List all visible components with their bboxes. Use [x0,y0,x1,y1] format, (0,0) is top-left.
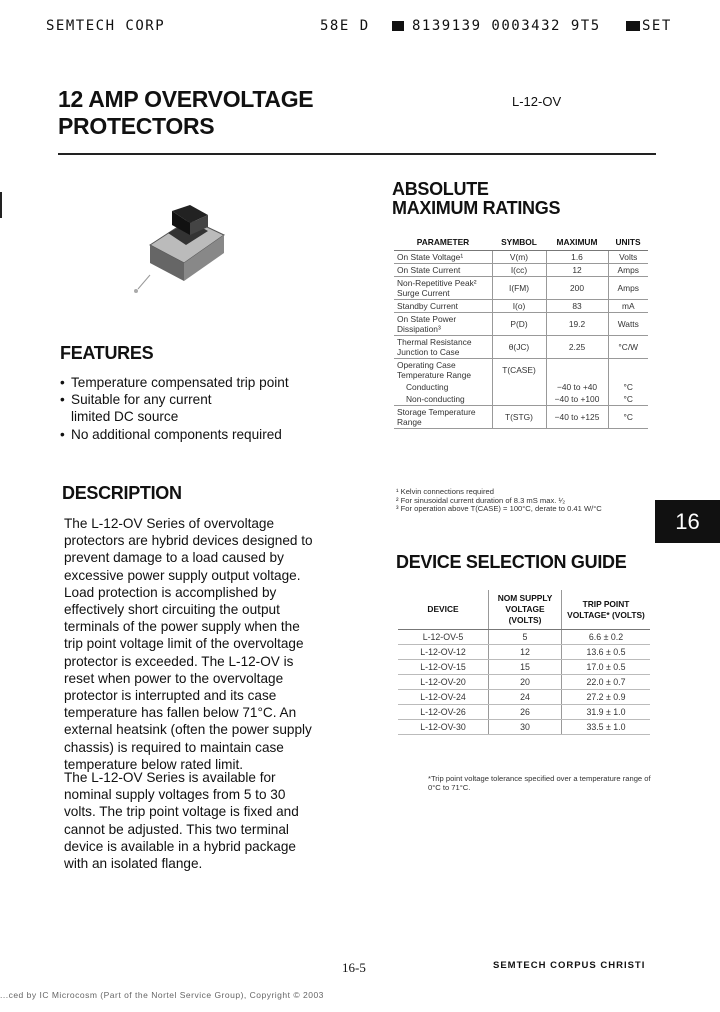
cell-device: L-12-OV-24 [398,690,489,705]
table-row [398,720,650,735]
cell-symbol: I(cc) [492,264,546,277]
cell-parameter: On State Voltage¹ [394,251,492,264]
page-title [58,86,313,140]
cell-nom: 15 [489,660,562,675]
cell-trip: 31.9 ± 1.0 [562,705,651,720]
description-paragraph-1: The L-12-OV Series of overvoltage protectors are hybrid devices designed to prevent damage to a load caused by excessive power supply output voltage. Load protection is accomplished by effectively short circuiting the output terminals of the power supply when the trip point voltage limit of the overvoltage protector is exceeded. The L-12-OV is reset when power to the overvoltage protector is interrupted and its case temperature has fallen below 71°C. An external heatsink (often the power supply chassis) is required to maintain case temperature below rated limit. [64,516,313,772]
header-code-right: SET [642,18,672,34]
feature-item: • Suitable for any current limited DC source [60,391,310,425]
cell-symbol: I(o) [492,300,546,313]
cell-symbol [492,393,546,406]
header-code-numbers: 8139139 0003432 9T5 [412,18,601,34]
cell-trip: 33.5 ± 1.0 [562,720,651,735]
title-line-1: 12 AMP OVERVOLTAGE [58,86,314,112]
table-row [398,630,650,645]
description-heading: DESCRIPTION [62,483,182,503]
cell-device: L-12-OV-26 [398,705,489,720]
header-block-mark [392,21,404,31]
cell-units: °C/W [608,336,648,359]
ratings-note: ² For sinusoidal current duration of 8.3 mS max. ¹⁄₂ [396,495,566,505]
table-row [394,313,648,336]
cell-parameter: On State Current [394,264,492,277]
margin-mark [0,192,5,218]
table-row [394,251,648,264]
col-symbol: SYMBOL [492,234,546,251]
ratings-table [394,234,648,429]
cell-maximum [546,359,608,382]
table-row [394,264,648,277]
cell-nom: 30 [489,720,562,735]
col-maximum: MAXIMUM [546,234,608,251]
cell-nom: 5 [489,630,562,645]
cell-device: L-12-OV-30 [398,720,489,735]
cell-parameter: Non-conducting [394,393,492,406]
cell-device: L-12-OV-5 [398,630,489,645]
cell-units: Amps [608,264,648,277]
table-row [394,381,648,393]
part-number: L-12-OV [512,94,562,109]
col-nom-supply: NOM SUPPLY VOLTAGE (VOLTS) [489,590,562,630]
table-row [398,690,650,705]
header-block-mark-2 [626,21,640,31]
selection-heading: DEVICE SELECTION GUIDE [396,552,627,572]
device-photo [128,205,238,300]
cell-maximum: 2.25 [546,336,608,359]
cell-device: L-12-OV-12 [398,645,489,660]
cell-parameter: Standby Current [394,300,492,313]
header-company: SEMTECH CORP [46,18,166,34]
table-row [394,393,648,406]
ratings-heading-line-2: MAXIMUM RATINGS [392,198,561,218]
scan-notice: ...ced by IC Microcosm (Part of the Nortel Service Group), Copyright © 2003 [0,990,324,1000]
footer-company: SEMTECH CORPUS CHRISTI [493,960,646,971]
cell-maximum: 83 [546,300,608,313]
cell-symbol: V(m) [492,251,546,264]
cell-symbol [492,381,546,393]
table-row [398,660,650,675]
selection-header-row [398,590,650,630]
selection-note: *Trip point voltage tolerance specified over a temperature range of 0°C to 71°C. [428,774,651,792]
cell-parameter: Conducting [406,382,449,392]
cell-parameter: Operating Case Temperature Range [397,360,472,380]
cell-device: L-12-OV-15 [398,660,489,675]
title-rule [58,153,656,155]
section-tab: 16 [655,500,720,543]
cell-symbol: T(CASE) [492,359,546,382]
cell-units: °C [608,381,648,393]
cell-maximum: −40 to +125 [546,406,608,429]
table-row [394,300,648,313]
col-trip-point: TRIP POINT VOLTAGE* (VOLTS) [562,590,651,630]
cell-trip: 17.0 ± 0.5 [562,660,651,675]
cell-device: L-12-OV-20 [398,675,489,690]
col-device: DEVICE [398,590,489,630]
table-row [398,705,650,720]
cell-parameter: On State Power Dissipation³ [394,313,492,336]
cell-nom: 20 [489,675,562,690]
cell-maximum: 1.6 [546,251,608,264]
cell-units [608,359,648,382]
feature-item: • Temperature compensated trip point [60,374,310,391]
description-paragraph-2: The L-12-OV Series is available for nominal supply voltages from 5 to 30 volts. The trip point voltage is fixed and cannot be adjusted. This two terminal device is available in a hybrid package with an isolated flange. [64,770,299,872]
cell-units: Watts [608,313,648,336]
cell-symbol: P(D) [492,313,546,336]
cell-parameter: Thermal Resistance Junction to Case [394,336,492,359]
cell-trip: 13.6 ± 0.5 [562,645,651,660]
ratings-heading [392,180,560,218]
cell-nom: 12 [489,645,562,660]
features-list [60,374,310,443]
cell-trip: 22.0 ± 0.7 [562,675,651,690]
cell-symbol: I(FM) [492,277,546,300]
cell-units: °C [608,393,648,406]
table-row [394,359,648,382]
cell-units: mA [608,300,648,313]
cell-units: °C [608,406,648,429]
table-row [394,336,648,359]
cell-symbol: θ(JC) [492,336,546,359]
cell-trip: 6.6 ± 0.2 [562,630,651,645]
col-units: UNITS [608,234,648,251]
table-row [394,277,648,300]
cell-maximum: 200 [546,277,608,300]
cell-nom: 24 [489,690,562,705]
title-line-2: PROTECTORS [58,113,215,139]
cell-trip: 27.2 ± 0.9 [562,690,651,705]
cell-nom: 26 [489,705,562,720]
cell-maximum: −40 to +100 [546,393,608,406]
table-row [398,645,650,660]
header-code-left: 58E D [320,18,370,34]
cell-maximum: −40 to +40 [546,381,608,393]
ratings-note: ¹ Kelvin connections required [396,487,494,496]
features-heading: FEATURES [60,343,154,363]
cell-parameter: Non-Repetitive Peak² Surge Current [394,277,492,300]
cell-symbol: T(STG) [492,406,546,429]
ratings-header-row [394,234,648,251]
page-number: 16-5 [342,960,366,975]
ratings-heading-line-1: ABSOLUTE [392,179,489,199]
feature-item: • No additional components required [60,426,310,443]
cell-maximum: 19.2 [546,313,608,336]
ratings-notes [396,488,656,514]
cell-parameter: Storage Temperature Range [394,406,492,429]
ratings-note: ³ For operation above T(CASE) = 100°C, derate to 0.41 W/°C [396,504,602,513]
table-row [398,675,650,690]
selection-table [398,590,650,735]
cell-maximum: 12 [546,264,608,277]
cell-units: Amps [608,277,648,300]
col-parameter: PARAMETER [394,234,492,251]
table-row [394,406,648,429]
cell-units: Volts [608,251,648,264]
